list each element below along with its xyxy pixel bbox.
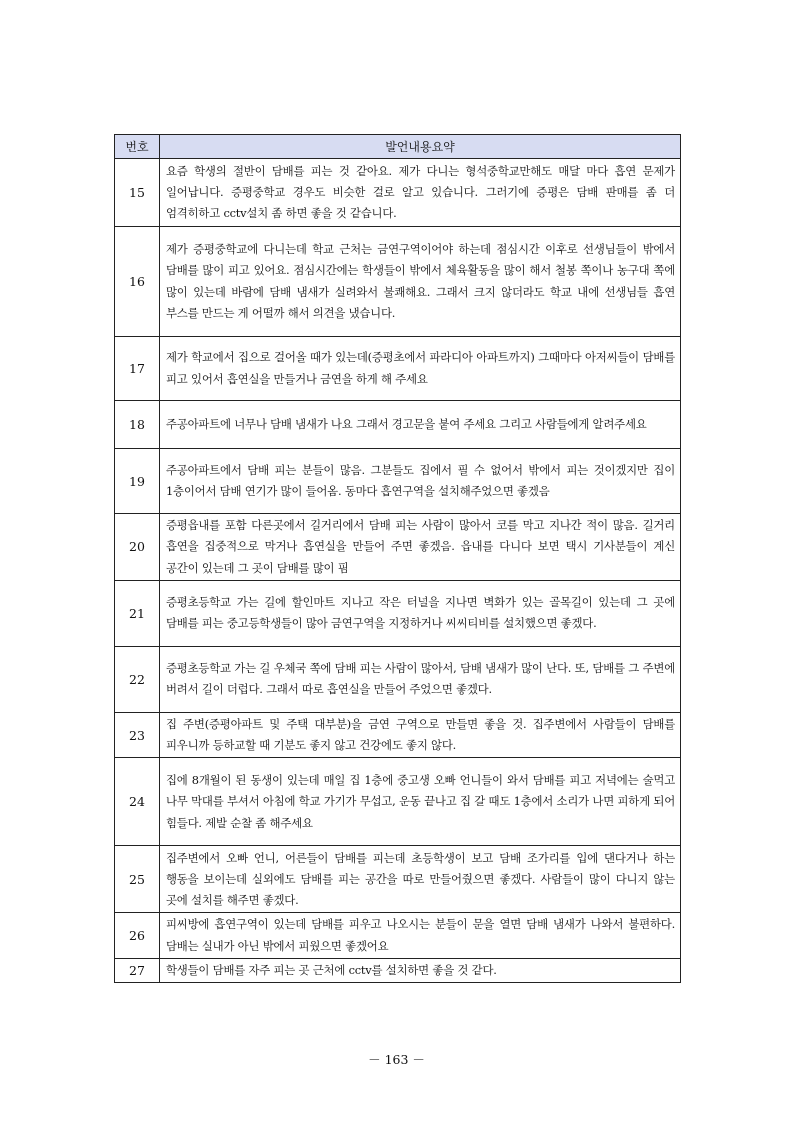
- row-number: 19: [115, 449, 160, 514]
- row-number: 24: [115, 758, 160, 846]
- row-number: 15: [115, 159, 160, 227]
- row-number: 18: [115, 401, 160, 449]
- row-summary: 집에 8개월이 된 동생이 있는데 매일 집 1층에 중고생 오빠 언니들이 와서 담배를 피고 저녁에는 술먹고 나무 막대를 부셔서 아침에 학교 가기가 무섭고, 운동 끝나고 집 갈 때도 1층에서 소리가 나면 피하게 되어 힘들다. 제발 순찰 좀 해주세요: [160, 758, 681, 846]
- row-number: 26: [115, 913, 160, 959]
- table-row: [115, 846, 681, 913]
- row-summary: 집주변에서 오빠 언니, 어른들이 담배를 피는데 초등학생이 보고 담배 조가리를 입에 댄다거나 하는 행동을 보이는데 실외에도 담배를 피는 공간을 따로 만들어줬으면 좋겠다. 사람들이 많이 다니지 않는 곳에 설치를 해주면 좋겠다.: [160, 846, 681, 913]
- table-row: [115, 514, 681, 581]
- row-summary: 제가 증평중학교에 다니는데 학교 근처는 금연구역이어야 하는데 점심시간 이후로 선생님들이 밖에서 담배를 많이 피고 있어요. 점심시간에는 학생들이 밖에서 체육활동을 많이 해서 철봉 쪽이나 농구대 쪽에 많이 있는데 바람에 담배 냄새가 실려와서 불쾌해요. 그래서 크지 않더라도 학교 내에 선생님들 흡연 부스를 만드는 게 어떨까 해서 의견을 냈습니다.: [160, 227, 681, 337]
- row-summary: 집 주변(증평아파트 및 주택 대부분)을 금연 구역으로 만들면 좋을 것. 집주변에서 사람들이 담배를 피우니까 등하교할 때 기분도 좋지 않고 건강에도 좋지 않다.: [160, 712, 681, 758]
- row-number: 27: [115, 959, 160, 983]
- row-summary: 제가 학교에서 집으로 걸어올 때가 있는데(증평초에서 파라디아 아파트까지) 그때마다 아저씨들이 담배를 피고 있어서 흡연실을 만들거나 금연을 하게 해 주세요: [160, 337, 681, 401]
- table-row: [115, 913, 681, 959]
- row-summary: 증평초등학교 가는 길에 할인마트 지나고 작은 터널을 지나면 벽화가 있는 골목길이 있는데 그 곳에 담배를 피는 중고등학생들이 많아 금연구역을 지정하거나 씨씨티비를 설치했으면 좋겠다.: [160, 580, 681, 646]
- row-number: 20: [115, 514, 160, 581]
- table-row: [115, 712, 681, 758]
- row-number: 21: [115, 580, 160, 646]
- row-number: 16: [115, 227, 160, 337]
- table-row: [115, 159, 681, 227]
- table-row: [115, 337, 681, 401]
- row-summary: 학생들이 담배를 자주 피는 곳 근처에 cctv를 설치하면 좋을 것 같다.: [160, 959, 681, 983]
- table-row: [115, 227, 681, 337]
- table-row: [115, 449, 681, 514]
- table-row: [115, 758, 681, 846]
- table-row: [115, 646, 681, 712]
- row-number: 25: [115, 846, 160, 913]
- table-row: [115, 959, 681, 983]
- page-number: － 163 －: [368, 1052, 425, 1067]
- row-summary: 증평초등학교 가는 길 우체국 쪽에 담배 피는 사람이 많아서, 담배 냄새가 많이 난다. 또, 담배를 그 주변에 버려서 길이 더럽다. 그래서 따로 흡연실을 만들어 주었으면 좋겠다.: [160, 646, 681, 712]
- row-number: 17: [115, 337, 160, 401]
- table-header-row: [115, 135, 681, 159]
- table-row: [115, 580, 681, 646]
- row-summary: 요즘 학생의 절반이 담배를 피는 것 같아요. 제가 다니는 형석중학교만해도 매달 마다 흡연 문제가 일어납니다. 증평중학교 경우도 비슷한 걸로 알고 있습니다. 그러기에 증평은 담배 판매를 좀 더 엄격히하고 cctv설치 좀 하면 좋을 것 같습니다.: [160, 159, 681, 227]
- row-summary: 주공아파트에서 담배 피는 분들이 많음. 그분들도 집에서 필 수 없어서 밖에서 피는 것이겠지만 집이 1층이어서 담배 연기가 많이 들어옴. 동마다 흡연구역을 설치해주었으면 좋겠음: [160, 449, 681, 514]
- row-summary: 피씨방에 흡연구역이 있는데 담배를 피우고 나오시는 분들이 문을 열면 담배 냄새가 나와서 불편하다. 담배는 실내가 아닌 밖에서 피웠으면 좋겠어요: [160, 913, 681, 959]
- row-summary: 증평읍내를 포함 다른곳에서 길거리에서 담배 피는 사람이 많아서 코를 막고 지나간 적이 많음. 길거리 흡연을 집중적으로 막거나 흡연실을 만들어 주면 좋겠음. 읍내를 다니다 보면 택시 기사분들이 계신 공간이 있는데 그 곳이 담배를 많이 핌: [160, 514, 681, 581]
- header-summary: 발언내용요약: [160, 135, 681, 159]
- header-number: 번호: [115, 135, 160, 159]
- row-number: 22: [115, 646, 160, 712]
- comment-summary-table: [114, 134, 681, 983]
- row-summary: 주공아파트에 너무나 담배 냄새가 나요 그래서 경고문을 붙여 주세요 그리고 사람들에게 알려주세요: [160, 401, 681, 449]
- row-number: 23: [115, 712, 160, 758]
- table-row: [115, 401, 681, 449]
